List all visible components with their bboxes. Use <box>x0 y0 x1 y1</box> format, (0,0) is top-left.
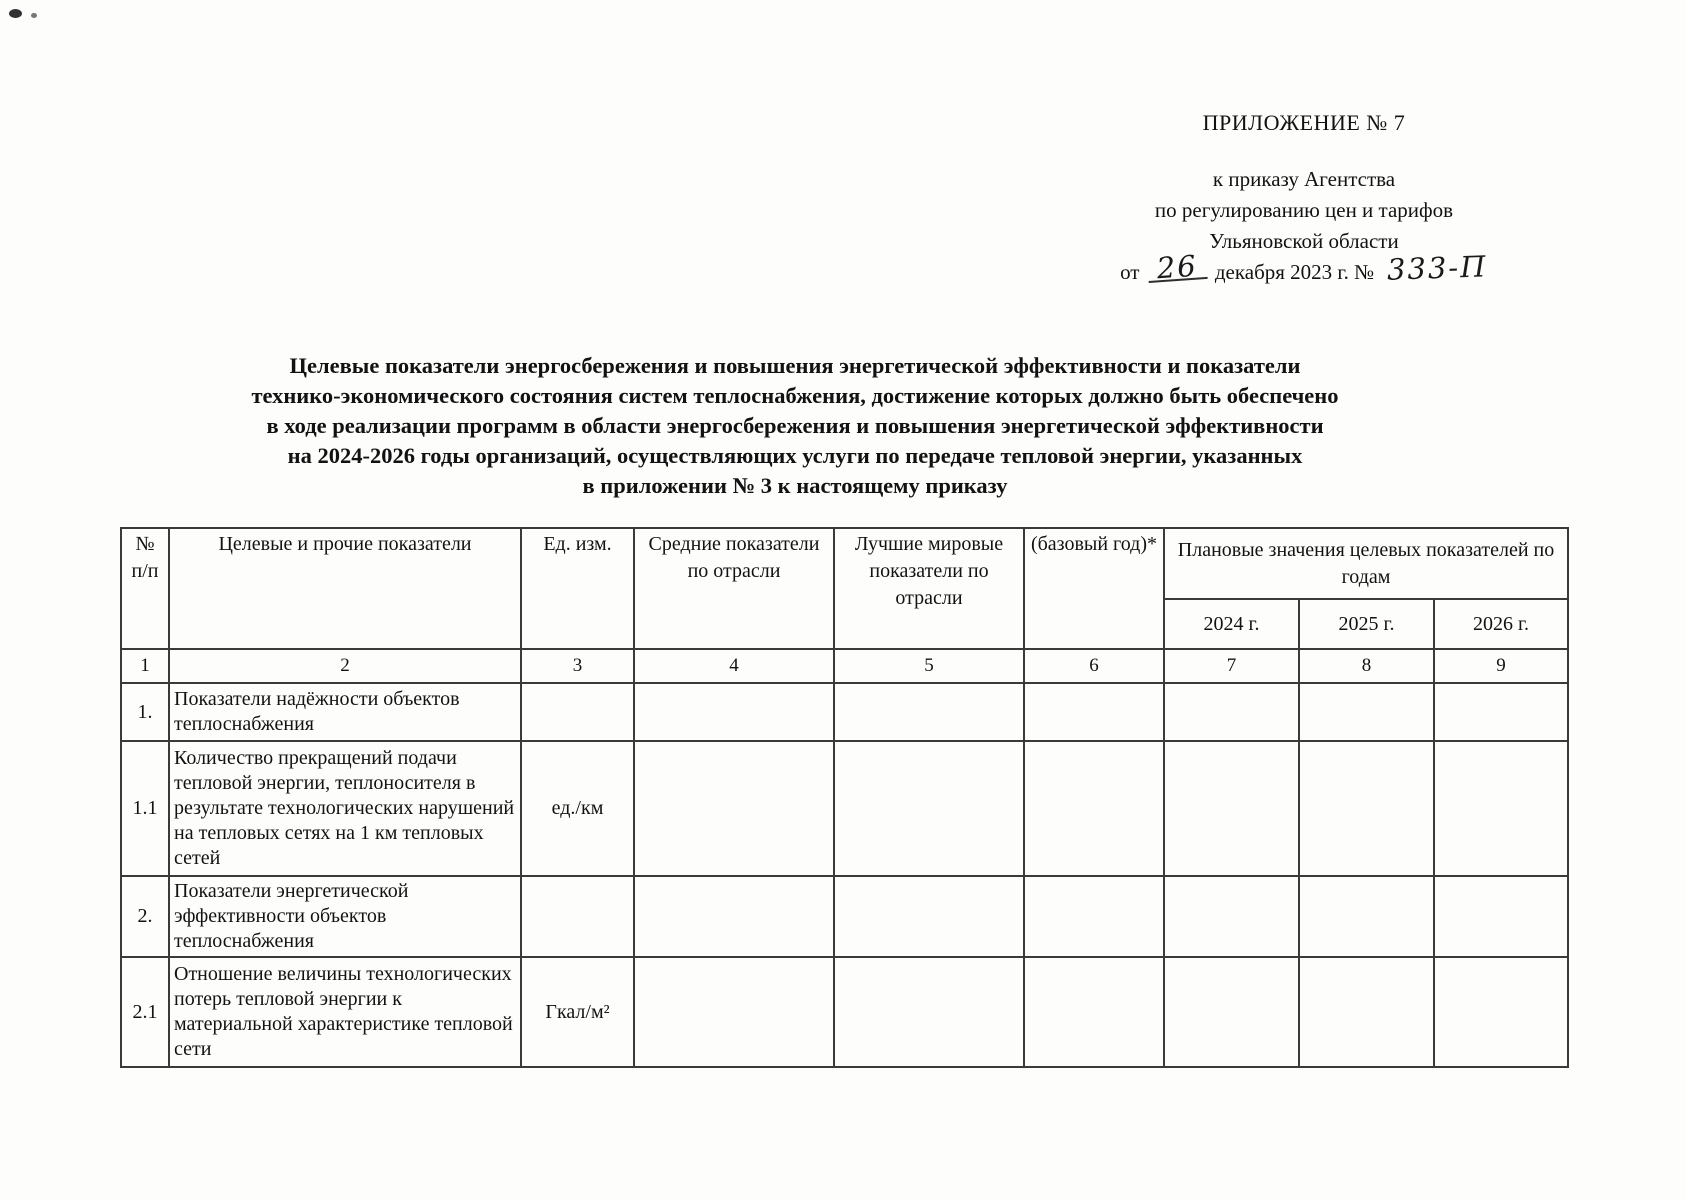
cell-row-number: 2.1 <box>121 957 169 1067</box>
column-number: 7 <box>1164 649 1299 683</box>
col-header-base-year: (базовый год)* <box>1024 528 1164 649</box>
col-header-unit: Ед. изм. <box>521 528 634 649</box>
scan-artifact <box>31 13 37 18</box>
cell-2026 <box>1434 741 1568 876</box>
handwritten-day: 26 <box>1147 254 1208 283</box>
cell-2024 <box>1164 683 1299 741</box>
col-header-plan-values: Плановые значения целевых показателей по годам <box>1164 528 1568 599</box>
title-line: в ходе реализации программ в области энергосбережения и повышения энергетической эффективности <box>266 413 1324 438</box>
indicators-table <box>120 527 1569 1068</box>
cell-industry-avg <box>634 957 834 1067</box>
cell-indicator: Показатели надёжности объектов теплоснабжения <box>169 683 521 741</box>
title-line: на 2024-2026 годы организаций, осуществляющих услуги по передаче тепловой энергии, указанных <box>287 443 1303 468</box>
cell-world-best <box>834 957 1024 1067</box>
cell-world-best <box>834 683 1024 741</box>
order-line: Ульяновской области <box>1209 229 1399 253</box>
cell-2026 <box>1434 957 1568 1067</box>
cell-2025 <box>1299 957 1434 1067</box>
title-line: технико-экономического состояния систем теплоснабжения, достижение которых должно быть обеспечено <box>251 383 1339 408</box>
table-row <box>121 741 1568 876</box>
cell-2025 <box>1299 683 1434 741</box>
title-line: в приложении № 3 к настоящему приказу <box>582 473 1008 498</box>
cell-2024 <box>1164 741 1299 876</box>
cell-unit: ед./км <box>521 741 634 876</box>
cell-2026 <box>1434 683 1568 741</box>
title-line: Целевые показатели энергосбережения и повышения энергетической эффективности и показатели <box>289 353 1301 378</box>
cell-row-number: 1.1 <box>121 741 169 876</box>
table-row <box>121 957 1568 1067</box>
date-middle: декабря 2023 г. № <box>1214 260 1375 284</box>
cell-unit <box>521 876 634 957</box>
table-row <box>121 683 1568 741</box>
column-number: 4 <box>634 649 834 683</box>
date-prefix: от <box>1120 260 1140 284</box>
column-number: 2 <box>169 649 521 683</box>
cell-row-number: 2. <box>121 876 169 957</box>
handwritten-order-number: 333-П <box>1386 249 1489 287</box>
cell-indicator: Отношение величины технологических потерь тепловой энергии к материальной характеристике тепловой сети <box>169 957 521 1067</box>
cell-base-year <box>1024 741 1164 876</box>
cell-2025 <box>1299 876 1434 957</box>
cell-world-best <box>834 741 1024 876</box>
cell-indicator: Показатели энергетической эффективности объектов теплоснабжения <box>169 876 521 957</box>
col-header-num: № п/п <box>121 528 169 649</box>
cell-unit <box>521 683 634 741</box>
cell-base-year <box>1024 683 1164 741</box>
cell-industry-avg <box>634 876 834 957</box>
order-line: к приказу Агентства <box>1212 167 1396 191</box>
col-header-world-best: Лучшие мировые показатели по отрасли <box>834 528 1024 649</box>
appendix-number: ПРИЛОЖЕНИЕ № 7 <box>1202 110 1406 135</box>
cell-2026 <box>1434 876 1568 957</box>
cell-industry-avg <box>634 683 834 741</box>
column-number: 5 <box>834 649 1024 683</box>
cell-2025 <box>1299 741 1434 876</box>
column-number-row <box>121 649 1568 683</box>
appendix-header <box>1078 107 1530 288</box>
column-number: 9 <box>1434 649 1568 683</box>
cell-indicator: Количество прекращений подачи тепловой энергии, теплоносителя в результате технологических нарушений на тепловых сетях на 1 км тепловых сетей <box>169 741 521 876</box>
cell-base-year <box>1024 876 1164 957</box>
table-row <box>121 876 1568 957</box>
header-row-top <box>121 528 1568 599</box>
cell-row-number: 1. <box>121 683 169 741</box>
order-date-line <box>1078 248 1530 288</box>
order-line: по регулированию цен и тарифов <box>1154 198 1454 222</box>
col-header-industry-avg: Средние показатели по отрасли <box>634 528 834 649</box>
col-header-indicators: Целевые и прочие показатели <box>169 528 521 649</box>
cell-world-best <box>834 876 1024 957</box>
col-header-year-2024: 2024 г. <box>1164 599 1299 649</box>
cell-base-year <box>1024 957 1164 1067</box>
document-title <box>70 351 1520 501</box>
cell-2024 <box>1164 876 1299 957</box>
cell-unit: Гкал/м² <box>521 957 634 1067</box>
order-reference-block <box>1078 164 1530 288</box>
column-number: 6 <box>1024 649 1164 683</box>
cell-2024 <box>1164 957 1299 1067</box>
column-number: 1 <box>121 649 169 683</box>
cell-industry-avg <box>634 741 834 876</box>
col-header-year-2025: 2025 г. <box>1299 599 1434 649</box>
scan-artifact <box>9 9 22 18</box>
column-number: 8 <box>1299 649 1434 683</box>
column-number: 3 <box>521 649 634 683</box>
col-header-year-2026: 2026 г. <box>1434 599 1568 649</box>
